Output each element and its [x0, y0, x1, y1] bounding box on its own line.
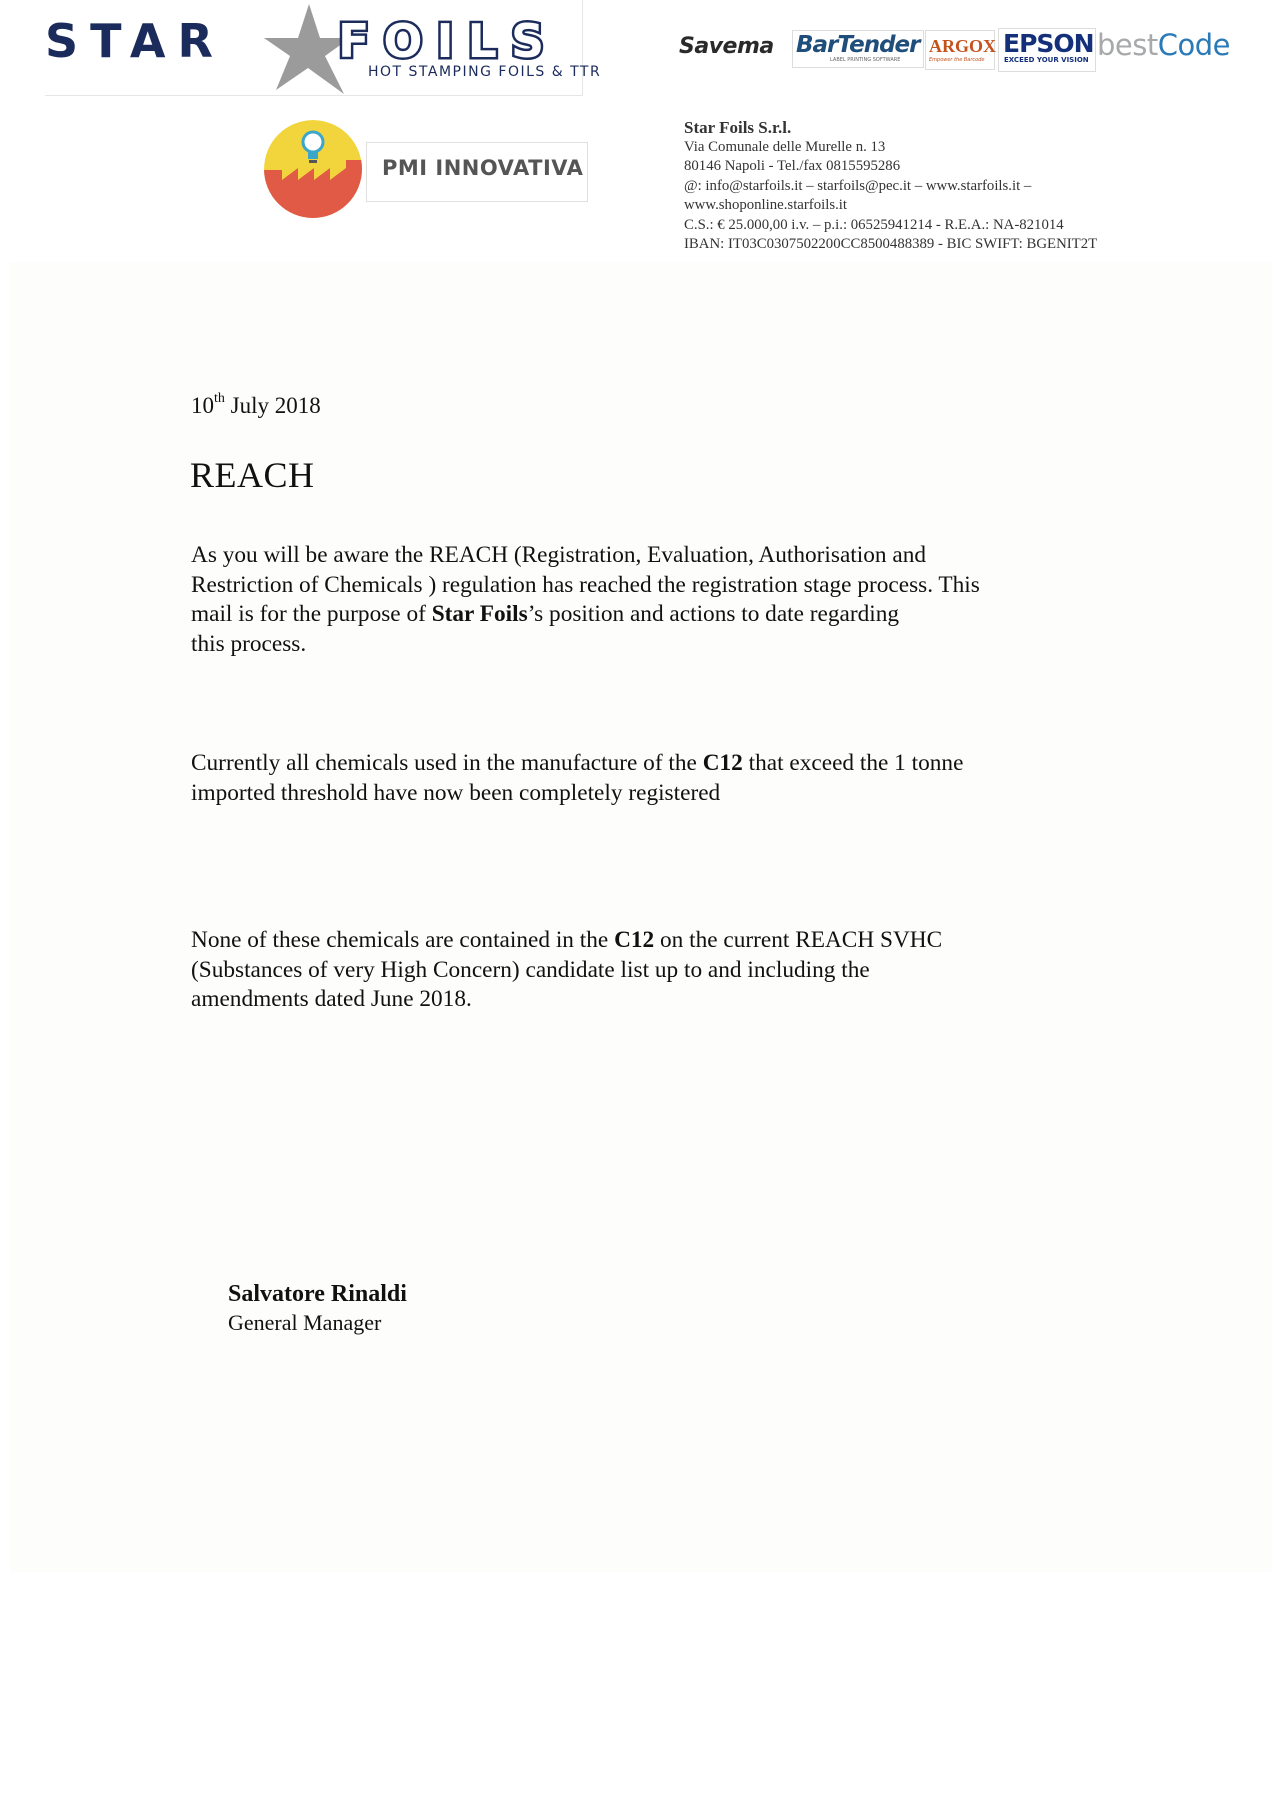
logo-foils-text: FOILS	[338, 14, 559, 68]
bartender-logo-subtext: LABEL PRINTING SOFTWARE	[830, 57, 901, 63]
company-name-bold: Star Foils	[431, 601, 528, 627]
date-month-year: July 2018	[224, 393, 321, 418]
paragraph-svhc: None of these chemicals are contained in the C12 on the current REACH SVHC (Substances of very High Concern) candidate list up to and including the amendments dated June 2018.	[191, 927, 943, 1012]
logo-star-text: STAR	[45, 14, 225, 68]
bartender-logo-text: BarTender	[796, 32, 920, 58]
bestcode-best-text: best	[1097, 28, 1158, 62]
logo-divider	[582, 0, 583, 96]
signatory-name: Salvatore Rinaldi	[228, 1281, 407, 1307]
product-code-bold: C12	[702, 750, 743, 776]
bestcode-code-text: Code	[1157, 28, 1230, 62]
address-shop: www.shoponline.starfoils.it	[684, 197, 848, 213]
paragraph-registration: Currently all chemicals used in the manufacture of the C12 that exceed the 1 tonne imported threshold have now been completely registered	[191, 750, 964, 806]
logo-tagline: HOT STAMPING FOILS & TTR	[368, 64, 602, 80]
pmi-label: PMI INNOVATIVA	[382, 156, 584, 180]
argox-logo-text: ARGOX	[929, 36, 996, 56]
pmi-factory-icon	[264, 120, 362, 218]
date-day: 10	[191, 393, 214, 418]
bestcode-logo	[1097, 28, 1230, 62]
address-contacts: @: info@starfoils.it – starfoils@pec.it – www.starfoils.it –	[684, 177, 1032, 194]
paragraph-intro: As you will be aware the REACH (Registration, Evaluation, Authorisation and Restriction of Chemicals ) regulation has reached the registration stage process. This mail is for the purpose of Star Foils’s position and actions to date regarding this process.	[191, 542, 980, 657]
letter-date	[191, 393, 321, 419]
savema-logo: Savema	[679, 34, 774, 59]
address-city-phone: 80146 Napoli - Tel./fax 0815595286	[684, 158, 901, 174]
product-code-bold: C12	[614, 927, 655, 953]
address-iban: IBAN: IT03C0307502200CC8500488389 - BIC SWIFT: BGENIT2T	[684, 236, 1098, 252]
epson-logo-text: EPSON	[1003, 29, 1094, 58]
epson-logo-subtext: EXCEED YOUR VISION	[1004, 56, 1089, 64]
address-fiscal: C.S.: € 25.000,00 i.v. – p.i.: 06525941214 - R.E.A.: NA-821014	[684, 216, 1064, 233]
date-suffix: th	[214, 391, 225, 407]
signatory-role: General Manager	[228, 1310, 382, 1335]
address-street: Via Comunale delle Murelle n. 13	[684, 138, 886, 155]
company-name: Star Foils S.r.l.	[684, 118, 792, 137]
letter-title: REACH	[190, 455, 315, 495]
argox-logo-subtext: Empower the Barcode	[929, 57, 985, 63]
company-address	[684, 118, 1097, 255]
